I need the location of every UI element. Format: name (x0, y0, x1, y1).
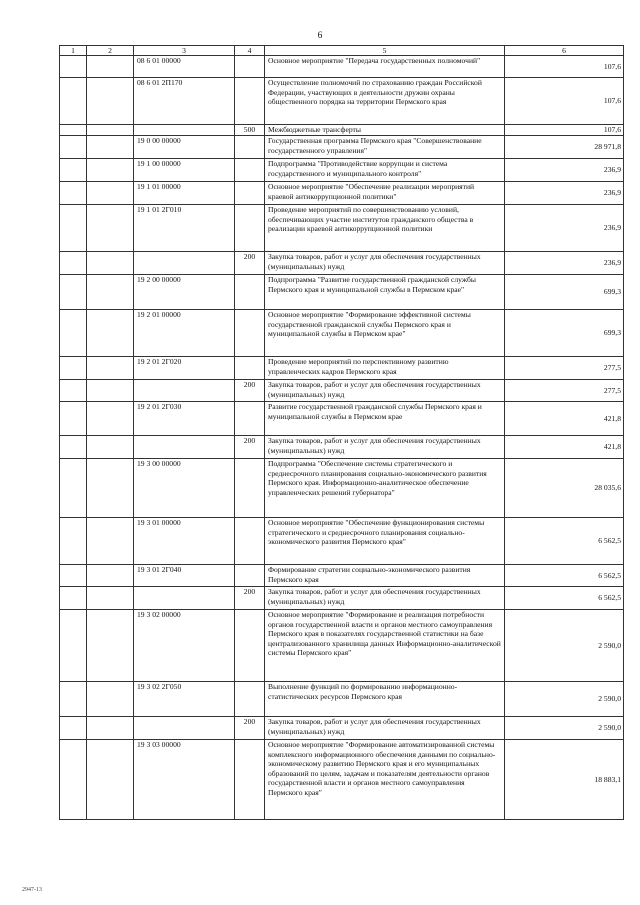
item-name-cell: Основное мероприятие "Обеспечение реализации мероприятий краевой антикоррупционной политики" (265, 182, 505, 205)
expense-type-cell (235, 610, 265, 682)
expense-type-cell: 200 (235, 436, 265, 459)
expense-type-cell (235, 518, 265, 565)
empty-cell (60, 436, 87, 459)
empty-cell (87, 125, 134, 136)
amount-cell: 28 035,6 (505, 459, 624, 518)
empty-cell (60, 459, 87, 518)
empty-cell (87, 565, 134, 587)
empty-cell (87, 205, 134, 252)
table-row (60, 182, 624, 205)
target-code-cell: 19 2 01 2Г020 (134, 357, 235, 380)
empty-cell (60, 182, 87, 205)
item-name-cell: Межбюджетные трансферты (265, 125, 505, 136)
empty-cell (87, 610, 134, 682)
item-name-cell: Основное мероприятие "Передача государственных полномочий" (265, 56, 505, 78)
empty-cell (87, 380, 134, 402)
amount-cell: 107,6 (505, 78, 624, 125)
empty-cell (60, 275, 87, 310)
empty-cell (60, 587, 87, 610)
table-row (60, 310, 624, 357)
empty-cell (87, 518, 134, 565)
empty-cell (87, 459, 134, 518)
empty-cell (60, 610, 87, 682)
amount-cell: 2 590,0 (505, 610, 624, 682)
column-header: 1 (60, 46, 87, 56)
empty-cell (60, 380, 87, 402)
empty-cell (87, 275, 134, 310)
item-name-cell: Закупка товаров, работ и услуг для обеспечения государственных (муниципальных) нужд (265, 587, 505, 610)
table-row (60, 159, 624, 182)
table-row (60, 587, 624, 610)
empty-cell (60, 565, 87, 587)
amount-cell: 236,9 (505, 159, 624, 182)
item-name-cell: Выполнение функций по формированию информационно-статистических ресурсов Пермского края (265, 682, 505, 717)
item-name-cell: Закупка товаров, работ и услуг для обеспечения государственных (муниципальных) нужд (265, 252, 505, 275)
column-header: 3 (134, 46, 235, 56)
empty-cell (87, 402, 134, 436)
table-row (60, 78, 624, 125)
amount-cell: 277,5 (505, 380, 624, 402)
expense-type-cell (235, 740, 265, 820)
expense-type-cell (235, 402, 265, 436)
empty-cell (60, 159, 87, 182)
target-code-cell (134, 380, 235, 402)
table-row (60, 565, 624, 587)
target-code-cell: 19 3 01 2Г040 (134, 565, 235, 587)
empty-cell (87, 252, 134, 275)
empty-cell (87, 717, 134, 740)
expense-type-cell (235, 78, 265, 125)
table-row (60, 682, 624, 717)
amount-cell: 6 562,5 (505, 565, 624, 587)
target-code-cell: 19 2 01 2Г030 (134, 402, 235, 436)
item-name-cell: Подпрограмма "Развитие государственной гражданской службы Пермского края и муниципальной службы в Пермском крае" (265, 275, 505, 310)
empty-cell (60, 252, 87, 275)
amount-cell: 6 562,5 (505, 518, 624, 565)
empty-cell (60, 56, 87, 78)
target-code-cell: 19 3 03 00000 (134, 740, 235, 820)
expense-type-cell (235, 159, 265, 182)
empty-cell (60, 205, 87, 252)
target-code-cell (134, 252, 235, 275)
empty-cell (60, 136, 87, 159)
amount-cell: 277,5 (505, 357, 624, 380)
footer-code: 2947-13 (22, 887, 42, 893)
empty-cell (60, 357, 87, 380)
empty-cell (60, 717, 87, 740)
amount-cell: 2 590,0 (505, 717, 624, 740)
expense-type-cell (235, 182, 265, 205)
target-code-cell: 19 2 01 00000 (134, 310, 235, 357)
column-header: 2 (87, 46, 134, 56)
empty-cell (87, 587, 134, 610)
item-name-cell: Основное мероприятие "Обеспечение функционирования системы стратегического и среднесрочного планирования социально-экономического развития Пермского края" (265, 518, 505, 565)
target-code-cell: 19 1 01 2Г010 (134, 205, 235, 252)
item-name-cell: Подпрограмма "Противодействие коррупции и система государственного и муниципального контроля" (265, 159, 505, 182)
table-row (60, 402, 624, 436)
table-row (60, 136, 624, 159)
item-name-cell: Государственная программа Пермского края "Совершенствование государственного управления" (265, 136, 505, 159)
page-number: 6 (317, 31, 323, 41)
amount-cell: 236,9 (505, 182, 624, 205)
amount-cell: 421,8 (505, 402, 624, 436)
table-row (60, 56, 624, 78)
table-row (60, 610, 624, 682)
amount-cell: 18 883,1 (505, 740, 624, 820)
expense-type-cell (235, 682, 265, 717)
amount-cell: 421,8 (505, 436, 624, 459)
expense-type-cell (235, 459, 265, 518)
expense-type-cell (235, 56, 265, 78)
expense-type-cell (235, 275, 265, 310)
empty-cell (60, 310, 87, 357)
expense-type-cell: 500 (235, 125, 265, 136)
empty-cell (87, 310, 134, 357)
item-name-cell: Основное мероприятие "Формирование автоматизированной системы комплексного информационного обеспечения данными по социально-экономическому развитию Пермского края и его муниципальных образований по целям, задачам и показателям деятельности органов государственной власти и органов местного самоуправления Пермского края" (265, 740, 505, 820)
table-row (60, 275, 624, 310)
empty-cell (60, 518, 87, 565)
item-name-cell: Формирование стратегии социально-экономического развития Пермского края (265, 565, 505, 587)
item-name-cell: Закупка товаров, работ и услуг для обеспечения государственных (муниципальных) нужд (265, 436, 505, 459)
table-row (60, 357, 624, 380)
expense-type-cell: 200 (235, 587, 265, 610)
empty-cell (87, 78, 134, 125)
table-row (60, 380, 624, 402)
target-code-cell (134, 717, 235, 740)
target-code-cell: 08 6 01 00000 (134, 56, 235, 78)
table-row (60, 125, 624, 136)
table-row (60, 459, 624, 518)
target-code-cell (134, 436, 235, 459)
target-code-cell: 19 1 01 00000 (134, 182, 235, 205)
item-name-cell: Проведение мероприятий по совершенствованию условий, обеспечивающих участие институтов гражданского общества в реализации краевой антикоррупционной политики (265, 205, 505, 252)
empty-cell (87, 357, 134, 380)
empty-cell (87, 436, 134, 459)
empty-cell (60, 402, 87, 436)
table-row (60, 740, 624, 820)
item-name-cell: Закупка товаров, работ и услуг для обеспечения государственных (муниципальных) нужд (265, 717, 505, 740)
amount-cell: 236,9 (505, 205, 624, 252)
target-code-cell: 19 1 00 00000 (134, 159, 235, 182)
item-name-cell: Основное мероприятие "Формирование эффективной системы государственной гражданской службы Пермского края и муниципальной службы в Пермском крае" (265, 310, 505, 357)
amount-cell: 699,3 (505, 275, 624, 310)
column-header: 5 (265, 46, 505, 56)
column-header: 6 (505, 46, 624, 56)
table-row (60, 205, 624, 252)
amount-cell: 699,3 (505, 310, 624, 357)
budget-table (59, 45, 624, 820)
item-name-cell: Закупка товаров, работ и услуг для обеспечения государственных (муниципальных) нужд (265, 380, 505, 402)
item-name-cell: Развитие государственной гражданской службы Пермского края и муниципальной службы в Пермском крае (265, 402, 505, 436)
empty-cell (87, 56, 134, 78)
table-row (60, 436, 624, 459)
table-row (60, 717, 624, 740)
amount-cell: 107,6 (505, 56, 624, 78)
item-name-cell: Осуществление полномочий по страхованию граждан Российской Федерации, участвующих в деятельности дружин охраны общественного порядка на территории Пермского края (265, 78, 505, 125)
empty-cell (87, 159, 134, 182)
column-header: 4 (235, 46, 265, 56)
table-row (60, 252, 624, 275)
empty-cell (87, 740, 134, 820)
target-code-cell: 19 3 02 2Г050 (134, 682, 235, 717)
target-code-cell: 19 2 00 00000 (134, 275, 235, 310)
amount-cell: 107,6 (505, 125, 624, 136)
expense-type-cell: 200 (235, 717, 265, 740)
empty-cell (87, 682, 134, 717)
item-name-cell: Проведение мероприятий по перспективному развитию управленческих кадров Пермского края (265, 357, 505, 380)
empty-cell (60, 740, 87, 820)
target-code-cell (134, 125, 235, 136)
target-code-cell: 19 3 01 00000 (134, 518, 235, 565)
expense-type-cell (235, 205, 265, 252)
target-code-cell: 08 6 01 2П170 (134, 78, 235, 125)
empty-cell (60, 125, 87, 136)
target-code-cell: 19 0 00 00000 (134, 136, 235, 159)
empty-cell (87, 182, 134, 205)
expense-type-cell (235, 565, 265, 587)
amount-cell: 2 590,0 (505, 682, 624, 717)
target-code-cell: 19 3 00 00000 (134, 459, 235, 518)
empty-cell (60, 78, 87, 125)
expense-type-cell (235, 136, 265, 159)
column-number-header (60, 46, 624, 56)
empty-cell (60, 682, 87, 717)
amount-cell: 28 971,8 (505, 136, 624, 159)
expense-type-cell: 200 (235, 380, 265, 402)
amount-cell: 236,9 (505, 252, 624, 275)
target-code-cell (134, 587, 235, 610)
amount-cell: 6 562,5 (505, 587, 624, 610)
expense-type-cell (235, 357, 265, 380)
expense-type-cell (235, 310, 265, 357)
item-name-cell: Основное мероприятие "Формирование и реализация потребности органов государственной власти и органов местного самоуправления Пермского края в показателях государственной статистики на базе централизованного хранилища данных Информационно-аналитической системы Пермского края" (265, 610, 505, 682)
target-code-cell: 19 3 02 00000 (134, 610, 235, 682)
expense-type-cell: 200 (235, 252, 265, 275)
table-row (60, 518, 624, 565)
item-name-cell: Подпрограмма "Обеспечение системы стратегического и среднесрочного планирования социально-экономического развития Пермского края. Информационно-аналитическое обеспечение управленческих решений губернатора" (265, 459, 505, 518)
empty-cell (87, 136, 134, 159)
